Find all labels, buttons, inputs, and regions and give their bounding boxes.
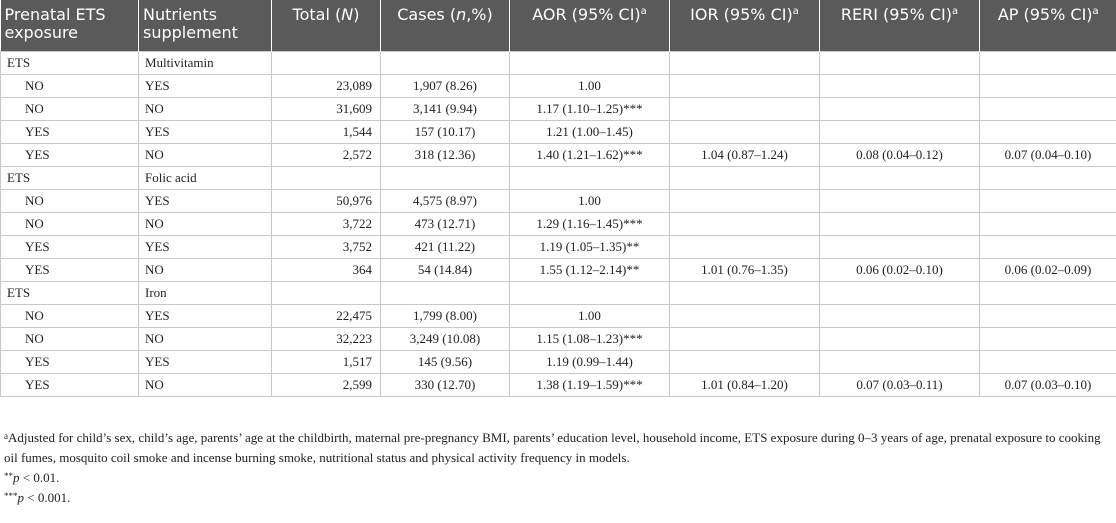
supplement-cell: NO <box>139 213 272 236</box>
cases-cell: 318 (12.36) <box>381 144 510 167</box>
total-cell: 50,976 <box>272 190 381 213</box>
empty-cell <box>980 167 1116 190</box>
ets-cell: NO <box>1 305 139 328</box>
table-row <box>1 121 1116 144</box>
group-supplement-cell: Iron <box>139 282 272 305</box>
cases-cell: 145 (9.56) <box>381 351 510 374</box>
ap-cell <box>980 351 1116 374</box>
ap-cell <box>980 236 1116 259</box>
total-cell: 32,223 <box>272 328 381 351</box>
header-ior <box>670 0 820 52</box>
cases-cell: 3,141 (9.94) <box>381 98 510 121</box>
cases-cell: 1,799 (8.00) <box>381 305 510 328</box>
empty-cell <box>670 167 820 190</box>
reri-cell: 0.06 (0.02–0.10) <box>820 259 980 282</box>
supplement-cell: YES <box>139 75 272 98</box>
ior-cell <box>670 236 820 259</box>
empty-cell <box>381 52 510 75</box>
table-header <box>1 0 1116 52</box>
ap-cell: 0.07 (0.03–0.10) <box>980 374 1116 397</box>
ior-cell <box>670 190 820 213</box>
ap-cell <box>980 121 1116 144</box>
ap-cell <box>980 75 1116 98</box>
ets-cell: YES <box>1 351 139 374</box>
group-header-row <box>1 52 1116 75</box>
footnote-p001 <box>4 468 1112 488</box>
footnote-p3-text: < 0.001. <box>24 490 71 505</box>
aor-cell: 1.40 (1.21–1.62)*** <box>510 144 670 167</box>
total-cell: 2,599 <box>272 374 381 397</box>
ets-cell: YES <box>1 236 139 259</box>
footnote-p2-text: < 0.01. <box>19 470 60 485</box>
header-ior-sup: a <box>792 6 799 17</box>
reri-cell <box>820 213 980 236</box>
ets-cell: YES <box>1 144 139 167</box>
empty-cell <box>670 282 820 305</box>
header-reri-sup: a <box>952 6 959 17</box>
aor-cell: 1.38 (1.19–1.59)*** <box>510 374 670 397</box>
footnote-p2-mark: ** <box>4 471 13 481</box>
table-row <box>1 98 1116 121</box>
supplement-cell: YES <box>139 236 272 259</box>
footnotes <box>4 428 1112 508</box>
ets-cell: YES <box>1 374 139 397</box>
header-ap-label: AP (95% CI) <box>997 5 1093 24</box>
header-total <box>272 0 381 52</box>
ap-cell <box>980 305 1116 328</box>
group-label-cell: ETS <box>1 282 139 305</box>
footnote-p2-var: p <box>13 470 20 485</box>
header-reri <box>820 0 980 52</box>
header-prenatal-ets-label: Prenatal ETS exposure <box>4 5 106 42</box>
table-row <box>1 75 1116 98</box>
reri-cell <box>820 351 980 374</box>
table-body <box>1 52 1116 397</box>
ap-cell: 0.06 (0.02–0.09) <box>980 259 1116 282</box>
aor-cell: 1.00 <box>510 305 670 328</box>
cases-cell: 330 (12.70) <box>381 374 510 397</box>
ap-cell <box>980 98 1116 121</box>
table-row <box>1 351 1116 374</box>
cases-cell: 473 (12.71) <box>381 213 510 236</box>
header-nutrients-supplement <box>139 0 272 52</box>
header-total-text: Total ( <box>292 5 342 24</box>
reri-cell <box>820 328 980 351</box>
group-label-cell: ETS <box>1 52 139 75</box>
empty-cell <box>381 167 510 190</box>
group-header-row <box>1 282 1116 305</box>
aor-cell: 1.00 <box>510 190 670 213</box>
ap-cell <box>980 328 1116 351</box>
empty-cell <box>272 167 381 190</box>
empty-cell <box>510 167 670 190</box>
total-cell: 31,609 <box>272 98 381 121</box>
ior-cell <box>670 98 820 121</box>
ior-cell: 1.04 (0.87–1.24) <box>670 144 820 167</box>
footnote-a-mark: a <box>4 431 8 441</box>
total-cell: 364 <box>272 259 381 282</box>
cases-cell: 3,249 (10.08) <box>381 328 510 351</box>
group-supplement-cell: Multivitamin <box>139 52 272 75</box>
aor-cell: 1.00 <box>510 75 670 98</box>
ior-cell: 1.01 (0.76–1.35) <box>670 259 820 282</box>
ets-cell: NO <box>1 98 139 121</box>
table-row <box>1 305 1116 328</box>
table-row <box>1 259 1116 282</box>
table-row <box>1 190 1116 213</box>
cases-cell: 54 (14.84) <box>381 259 510 282</box>
header-cases-text: Cases ( <box>397 5 457 24</box>
supplement-cell: YES <box>139 305 272 328</box>
cases-cell: 157 (10.17) <box>381 121 510 144</box>
supplement-cell: YES <box>139 190 272 213</box>
supplement-cell: NO <box>139 374 272 397</box>
empty-cell <box>820 282 980 305</box>
ior-cell <box>670 351 820 374</box>
table-row <box>1 213 1116 236</box>
group-label-cell: ETS <box>1 167 139 190</box>
header-cases-end: ,%) <box>466 5 493 24</box>
header-ior-label: IOR (95% CI) <box>690 5 793 24</box>
empty-cell <box>820 52 980 75</box>
total-cell: 22,475 <box>272 305 381 328</box>
empty-cell <box>670 52 820 75</box>
footnote-p0001 <box>4 488 1112 508</box>
empty-cell <box>381 282 510 305</box>
ets-cell: YES <box>1 121 139 144</box>
group-header-row <box>1 167 1116 190</box>
empty-cell <box>272 282 381 305</box>
aor-cell: 1.29 (1.16–1.45)*** <box>510 213 670 236</box>
aor-cell: 1.17 (1.10–1.25)*** <box>510 98 670 121</box>
reri-cell <box>820 98 980 121</box>
supplement-cell: NO <box>139 259 272 282</box>
reri-cell <box>820 121 980 144</box>
footnote-p3-mark: *** <box>4 491 18 501</box>
supplement-cell: NO <box>139 328 272 351</box>
table-row <box>1 236 1116 259</box>
empty-cell <box>272 52 381 75</box>
header-row <box>1 0 1116 52</box>
empty-cell <box>510 282 670 305</box>
reri-cell <box>820 236 980 259</box>
total-cell: 1,544 <box>272 121 381 144</box>
ior-cell <box>670 305 820 328</box>
header-total-end: ) <box>353 5 360 24</box>
empty-cell <box>820 167 980 190</box>
header-cases-italic: n <box>456 5 467 24</box>
header-aor-label: AOR (95% CI) <box>532 5 641 24</box>
aor-cell: 1.19 (0.99–1.44) <box>510 351 670 374</box>
total-cell: 3,722 <box>272 213 381 236</box>
aor-cell: 1.19 (1.05–1.35)** <box>510 236 670 259</box>
table-row <box>1 328 1116 351</box>
header-aor-sup: a <box>640 6 647 17</box>
aor-cell: 1.21 (1.00–1.45) <box>510 121 670 144</box>
group-supplement-cell: Folic acid <box>139 167 272 190</box>
reri-cell <box>820 305 980 328</box>
supplement-cell: NO <box>139 98 272 121</box>
header-prenatal-ets <box>1 0 139 52</box>
supplement-cell: YES <box>139 351 272 374</box>
ior-cell <box>670 213 820 236</box>
header-aor <box>510 0 670 52</box>
header-nutrients-label: Nutrients supplement <box>143 5 238 42</box>
header-ap-sup: a <box>1092 6 1099 17</box>
supplement-cell: YES <box>139 121 272 144</box>
footnote-p3-var: p <box>17 490 24 505</box>
cases-cell: 421 (11.22) <box>381 236 510 259</box>
empty-cell <box>510 52 670 75</box>
ets-cell: NO <box>1 190 139 213</box>
cases-cell: 1,907 (8.26) <box>381 75 510 98</box>
footnote-adjusted <box>4 428 1112 468</box>
ets-cell: NO <box>1 75 139 98</box>
ap-cell: 0.07 (0.04–0.10) <box>980 144 1116 167</box>
empty-cell <box>980 52 1116 75</box>
ap-cell <box>980 213 1116 236</box>
aor-cell: 1.15 (1.08–1.23)*** <box>510 328 670 351</box>
empty-cell <box>980 282 1116 305</box>
header-total-italic: N <box>341 5 354 24</box>
ior-cell <box>670 75 820 98</box>
ets-cell: NO <box>1 213 139 236</box>
aor-cell: 1.55 (1.12–2.14)** <box>510 259 670 282</box>
total-cell: 23,089 <box>272 75 381 98</box>
ior-cell <box>670 328 820 351</box>
ior-cell <box>670 121 820 144</box>
header-cases <box>381 0 510 52</box>
supplement-cell: NO <box>139 144 272 167</box>
header-ap <box>980 0 1116 52</box>
table-row <box>1 144 1116 167</box>
ets-cell: NO <box>1 328 139 351</box>
reri-cell <box>820 75 980 98</box>
ior-cell: 1.01 (0.84–1.20) <box>670 374 820 397</box>
table-row <box>1 374 1116 397</box>
footnote-a-text: Adjusted for child’s sex, child’s age, parents’ age at the childbirth, maternal pre-pregnancy BMI, parents’ education level, household income, ETS exposure during 0–3 years of age, prenatal exposure to cooking oil fumes, mosquito coil smoke and incense burning smoke, nutritional status and physical activity frequency in models. <box>4 430 1101 465</box>
reri-cell: 0.08 (0.04–0.12) <box>820 144 980 167</box>
cases-cell: 4,575 (8.97) <box>381 190 510 213</box>
total-cell: 1,517 <box>272 351 381 374</box>
ets-cell: YES <box>1 259 139 282</box>
header-reri-label: RERI (95% CI) <box>840 5 953 24</box>
total-cell: 3,752 <box>272 236 381 259</box>
ap-cell <box>980 190 1116 213</box>
reri-cell: 0.07 (0.03–0.11) <box>820 374 980 397</box>
reri-cell <box>820 190 980 213</box>
total-cell: 2,572 <box>272 144 381 167</box>
